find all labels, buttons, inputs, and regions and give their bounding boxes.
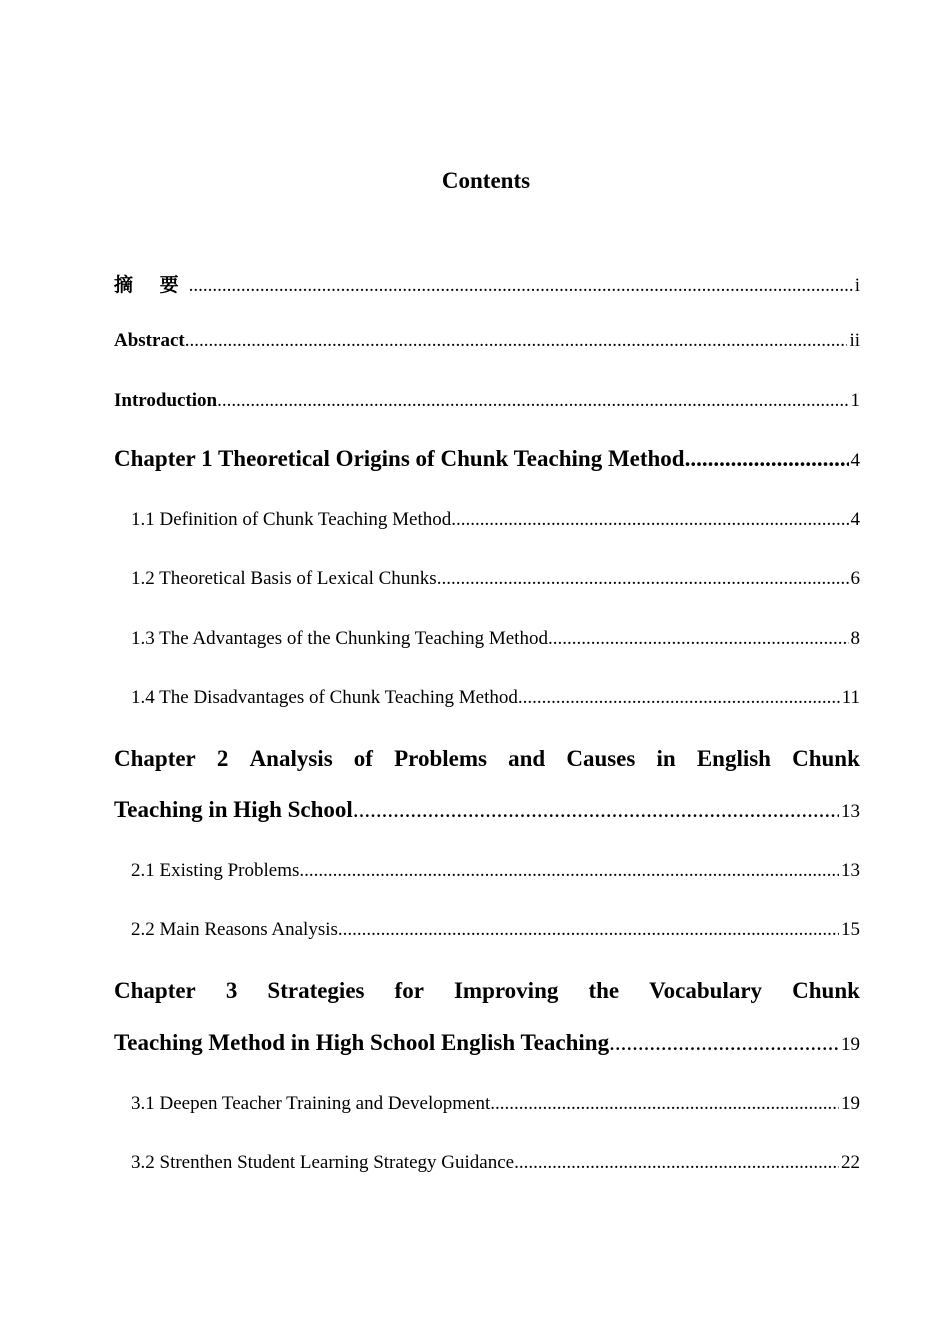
toc-entry-chapter-1[interactable] <box>114 446 860 472</box>
label-word: in <box>656 746 676 771</box>
label-word: Chunk <box>792 978 860 1003</box>
dot-leader <box>548 628 849 650</box>
dot-leader <box>518 687 840 709</box>
toc-entry-label: Introduction <box>114 390 218 411</box>
label-word: Problems <box>394 746 487 771</box>
toc-entry-label: 3.2 Strenthen Student Learning Strategy Guidance <box>131 1152 515 1173</box>
toc-entry-label <box>114 976 860 1006</box>
toc-entry-page: 8 <box>850 628 860 649</box>
toc-entry-chapter-2[interactable] <box>114 744 860 822</box>
label-word: 3 <box>225 978 238 1003</box>
label-word: Improving <box>453 978 559 1003</box>
label-word: the <box>588 978 620 1003</box>
toc-entry-section-3-1[interactable] <box>131 1093 860 1115</box>
toc-entry-page: 19 <box>841 1093 860 1114</box>
toc-entry-introduction[interactable] <box>114 390 860 412</box>
label-word: Vocabulary <box>649 978 763 1003</box>
toc-entry-section-1-2[interactable] <box>131 568 860 590</box>
dot-leader <box>437 568 849 590</box>
toc-entry-page: 6 <box>850 568 860 589</box>
dot-leader <box>685 446 849 472</box>
toc-entry-page: ii <box>849 330 860 351</box>
toc-entry-page: 13 <box>841 860 860 881</box>
label-word: Chunk <box>792 746 860 771</box>
toc-entry-page: 1 <box>850 390 860 411</box>
toc-entry-page: 4 <box>850 450 860 471</box>
toc-entry-label: Chapter 1 Theoretical Origins of Chunk Teaching Method <box>114 446 685 471</box>
toc-entry-label: 1.1 Definition of Chunk Teaching Method <box>131 509 452 530</box>
label-word: Causes <box>566 746 636 771</box>
toc-entry-section-3-2[interactable] <box>131 1152 860 1174</box>
dot-leader <box>353 797 839 823</box>
dot-leader <box>514 1152 839 1174</box>
label-word: of <box>353 746 373 771</box>
dot-leader <box>490 1093 839 1115</box>
label-word: Chapter <box>114 746 196 771</box>
toc-entry-label: Abstract <box>114 330 185 351</box>
toc-entry-label: 1.3 The Advantages of the Chunking Teaching Method <box>131 628 548 649</box>
toc-entry-page: 13 <box>841 801 860 822</box>
toc-entry-abstract-cn[interactable] <box>114 270 860 297</box>
dot-leader <box>299 860 839 882</box>
toc-entry-label: 3.1 Deepen Teacher Training and Development <box>131 1093 491 1114</box>
toc-entry-label: 2.1 Existing Problems <box>131 860 300 881</box>
toc-entry-page: 19 <box>841 1034 860 1055</box>
dot-leader <box>338 919 839 941</box>
page-title: Contents <box>441 168 531 193</box>
label-word: for <box>394 978 424 1003</box>
dot-leader <box>451 509 848 531</box>
toc-entry-page: i <box>854 275 860 296</box>
label-word: Analysis <box>249 746 333 771</box>
toc-entry-label-continued: Teaching Method in High School English Teaching <box>114 1030 610 1055</box>
toc-entry-label-continued: Teaching in High School <box>114 797 353 822</box>
toc-entry-section-1-4[interactable] <box>131 687 860 709</box>
toc-entry-page: 11 <box>841 687 860 708</box>
dot-leader <box>217 390 848 412</box>
dot-leader <box>609 1030 839 1056</box>
toc-entry-label <box>114 744 860 774</box>
toc-entry-page: 22 <box>841 1152 860 1173</box>
toc-entry-section-1-3[interactable] <box>131 628 860 650</box>
toc-entry-label: 2.2 Main Reasons Analysis <box>131 919 338 940</box>
toc-entry-section-2-1[interactable] <box>131 860 860 882</box>
toc-entry-label: 1.4 The Disadvantages of Chunk Teaching Method <box>131 687 518 708</box>
toc-entry-label: 摘 要 <box>114 274 189 296</box>
label-word: English <box>696 746 771 771</box>
label-word: Strategies <box>267 978 365 1003</box>
toc-entry-section-2-2[interactable] <box>131 919 860 941</box>
dot-leader <box>185 330 848 352</box>
toc-entry-abstract[interactable] <box>114 330 860 352</box>
toc-entry-page: 15 <box>841 919 860 940</box>
toc-entry-section-1-1[interactable] <box>131 509 860 531</box>
label-word: and <box>508 746 546 771</box>
toc-entry-chapter-3[interactable] <box>114 976 860 1055</box>
dot-leader <box>189 275 853 297</box>
label-word: 2 <box>216 746 229 771</box>
toc-entry-page: 4 <box>850 509 860 530</box>
label-word: Chapter <box>114 978 196 1003</box>
toc-entry-label: 1.2 Theoretical Basis of Lexical Chunks <box>131 568 437 589</box>
